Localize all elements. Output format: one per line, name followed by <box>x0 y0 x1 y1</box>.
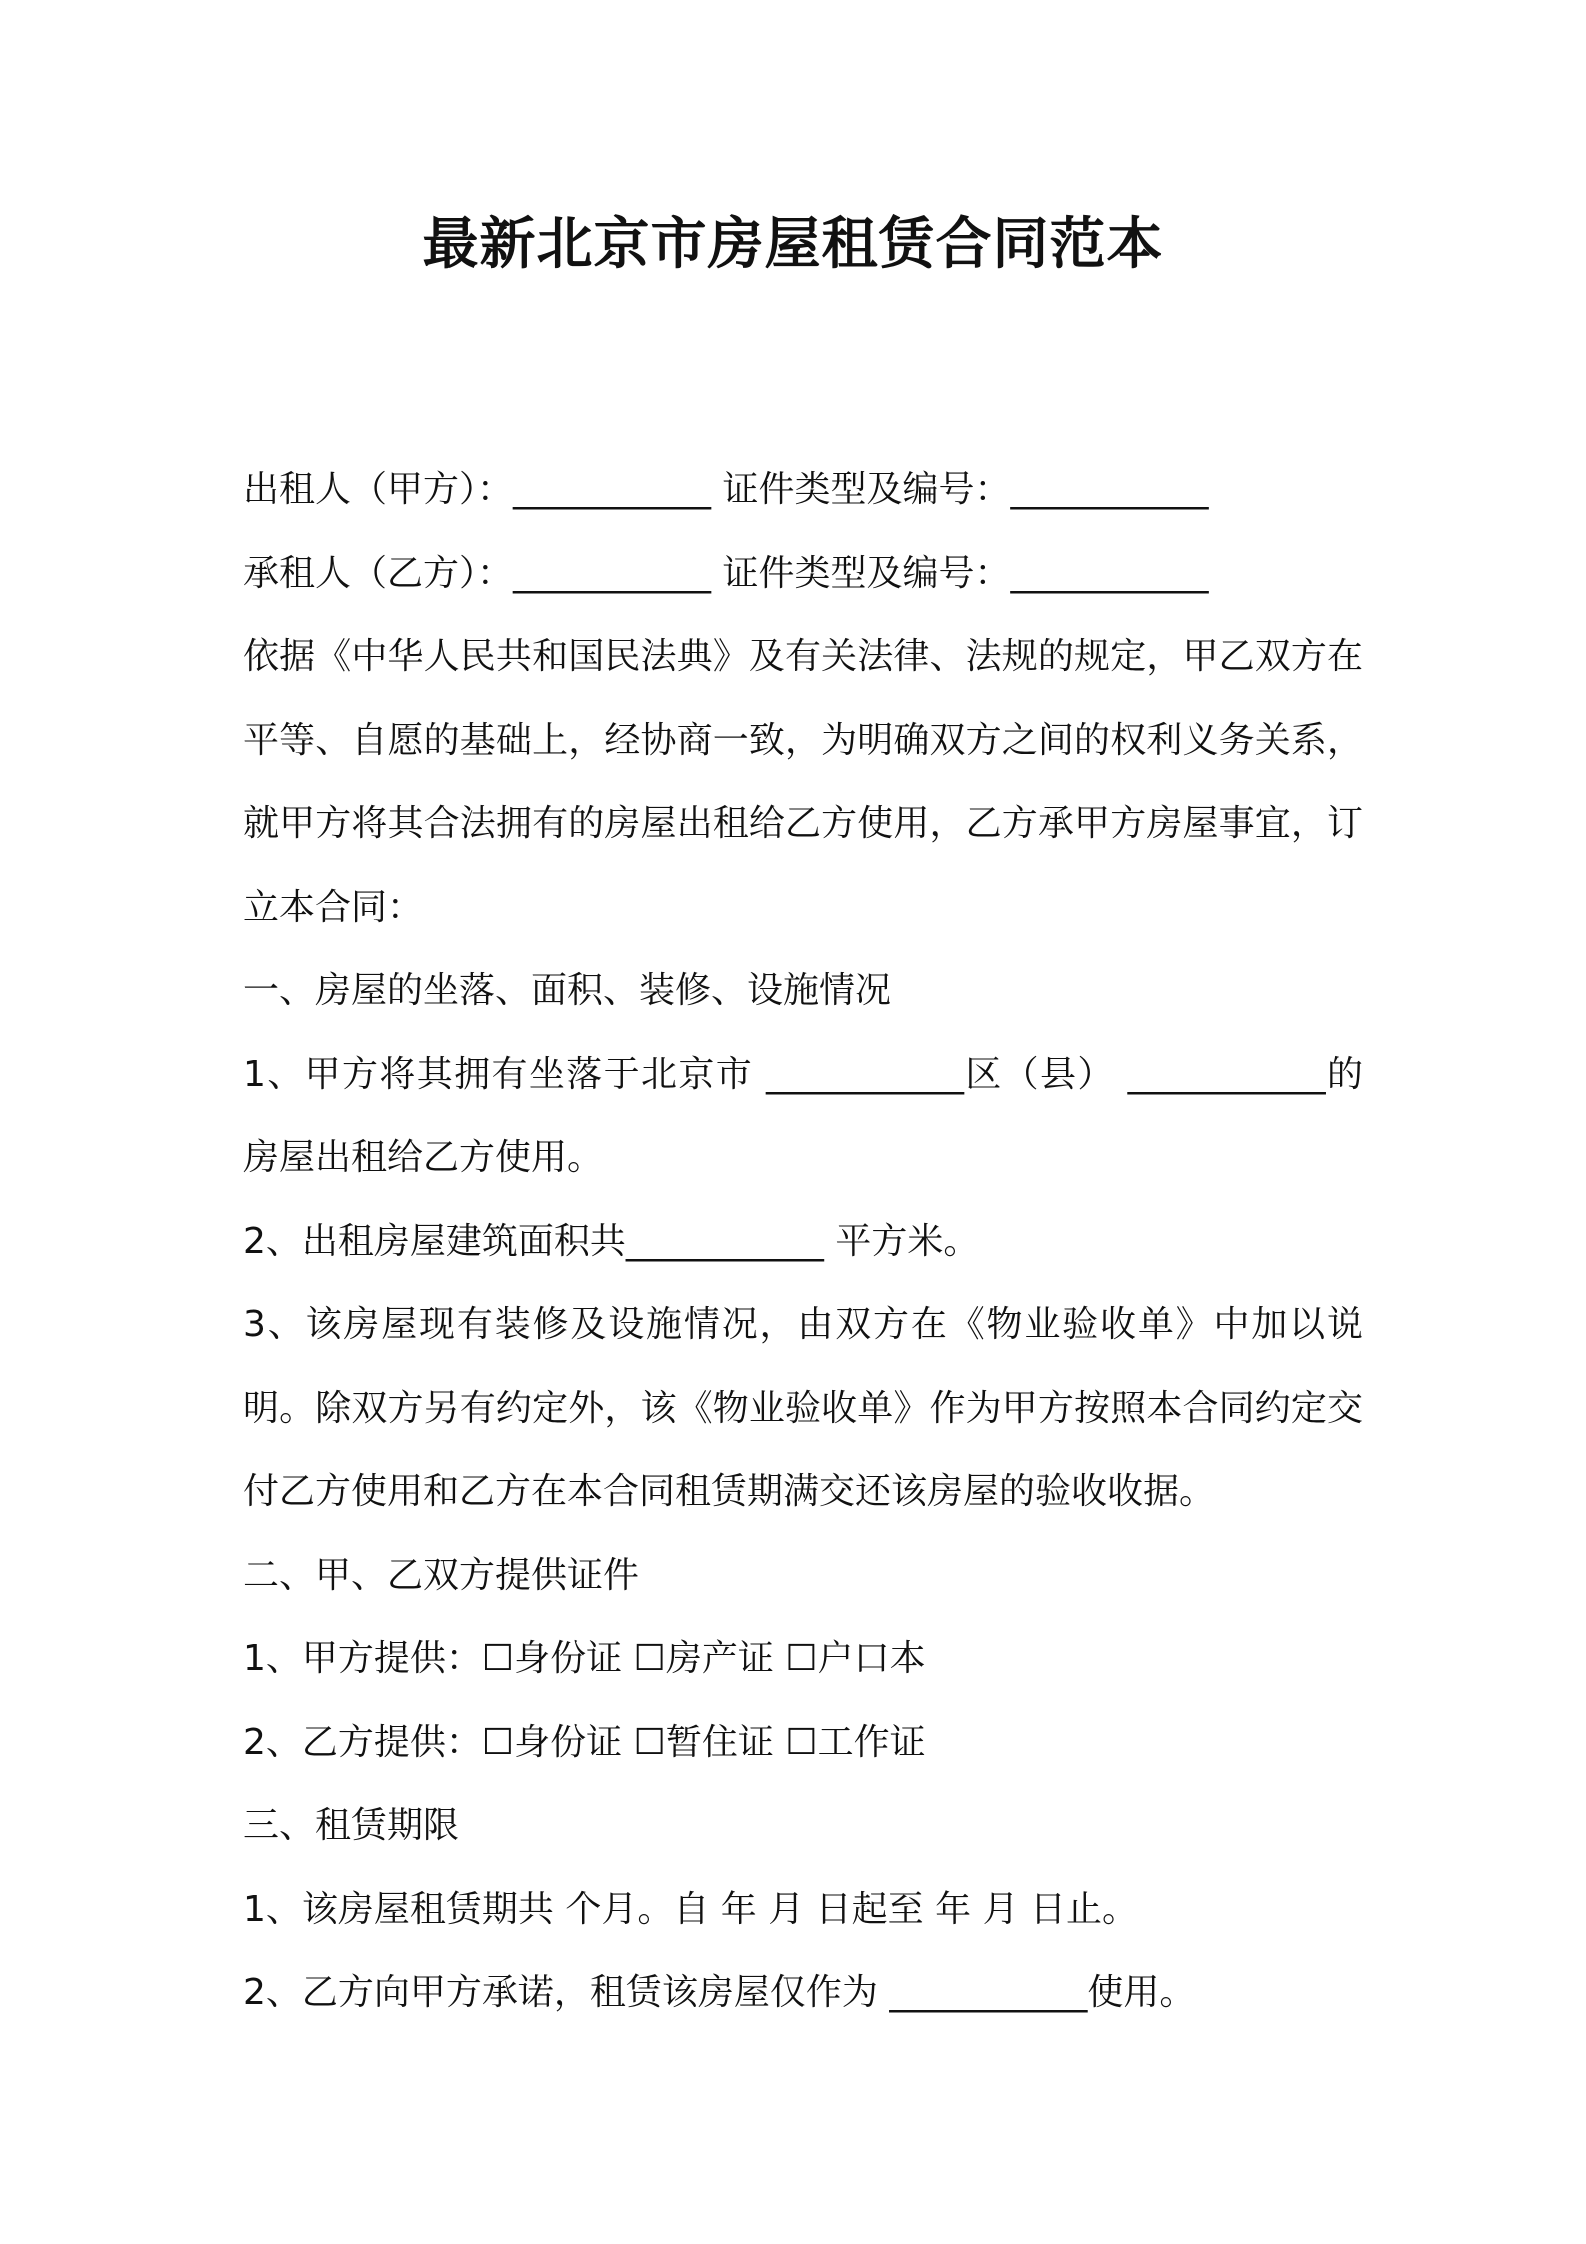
section-1-item-3: 3、该房屋现有装修及设施情况，由双方在《物业验收单》中加以说明。除双方另有约定外，该《物业验收单》作为甲方按照本合同约定交付乙方使用和乙方在本合同租赁期满交还该房屋的验收收据。 <box>243 1304 1363 1512</box>
section-3-heading: 三、租赁期限 <box>243 1805 460 1846</box>
section-2-item-2: 2、乙方提供：☐身份证 ☐暂住证 ☐工作证 <box>243 1721 926 1763</box>
section-1-item-1: 1、甲方将其拥有坐落于北京市 ___________区（县） ___________的房屋出租给乙方使用。 <box>243 1053 1363 1178</box>
preamble-paragraph: 依据《中华人民共和国民法典》及有关法律、法规的规定，甲乙双方在平等、自愿的基础上，经协商一致，为明确双方之间的权利义务关系，就甲方将其合法拥有的房屋出租给乙方使用，乙方承甲方房屋事宜，订立本合同： <box>243 636 1363 928</box>
section-2-heading: 二、甲、乙双方提供证件 <box>243 1554 640 1596</box>
section-3-item-2: 2、乙方向甲方承诺，租赁该房屋仅作为 ___________使用。 <box>243 1972 1196 2013</box>
lessee-line: 承租人（乙方）：___________ 证件类型及编号：___________ <box>243 552 1209 594</box>
lessor-line: 出租人（甲方）：___________ 证件类型及编号：___________ <box>243 469 1209 510</box>
section-1-heading: 一、房屋的坐落、面积、装修、设施情况 <box>243 970 892 1011</box>
section-3-item-1: 1、该房屋租赁期共 个月。自 年 月 日起至 年 月 日止。 <box>243 1888 1139 1930</box>
section-1-item-2: 2、出租房屋建筑面积共___________ 平方米。 <box>243 1220 980 1262</box>
page-title: 最新北京市房屋租赁合同范本 <box>422 212 1164 277</box>
section-2-item-1: 1、甲方提供：☐身份证 ☐房产证 ☐户口本 <box>243 1638 926 1679</box>
contract-body <box>243 448 1363 2035</box>
